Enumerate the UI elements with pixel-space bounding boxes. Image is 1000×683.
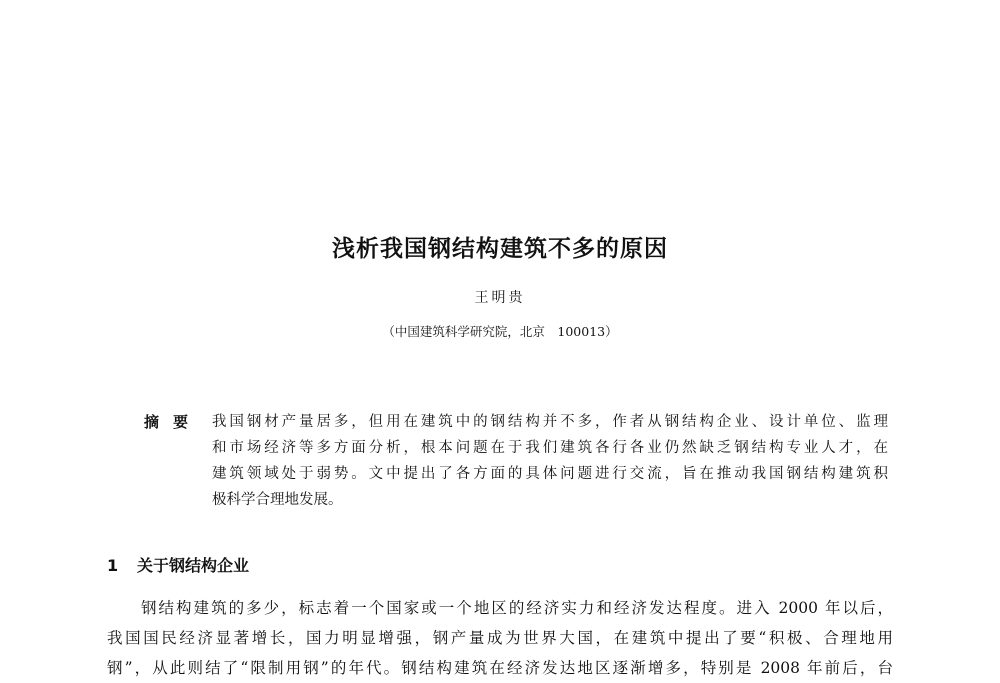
section-number: 1 — [107, 556, 119, 575]
body-line: 钢”，从此则结了“限制用钢”的年代。钢结构建筑在经济发达地区逐渐增多，特别是 2008 年前后，台 — [107, 659, 893, 677]
abstract-label: 摘要 — [144, 413, 203, 431]
body-paragraph — [107, 593, 893, 683]
body-line: 钢结构建筑的多少，标志着一个国家或一个地区的经济实力和经济发达程度。进入 2000 年以后， — [141, 599, 893, 617]
author-affiliation: （中国建筑科学研究院，北京 100013） — [382, 324, 618, 339]
abstract-body — [212, 409, 888, 513]
author-name: 王明贵 — [474, 290, 526, 306]
paper-title: 浅析我国钢结构建筑不多的原因 — [332, 235, 668, 262]
abstract-line: 极科学合理地发展。 — [212, 492, 343, 508]
section-heading — [107, 553, 249, 579]
abstract-line: 建筑领域处于弱势。文中提出了各方面的具体问题进行交流，旨在推动我国钢结构建筑积 — [212, 466, 888, 482]
abstract-line: 我国钢材产量居多，但用在建筑中的钢结构并不多，作者从钢结构企业、设计单位、监理 — [212, 414, 888, 430]
section-title: 关于钢结构企业 — [137, 556, 250, 575]
body-line: 我国国民经济显著增长，国力明显增强，钢产量成为世界大国，在建筑中提出了要“积极、合理地用 — [107, 629, 893, 647]
abstract-line: 和市场经济等多方面分析，根本问题在于我们建筑各行各业仍然缺乏钢结构专业人才，在 — [212, 440, 888, 456]
